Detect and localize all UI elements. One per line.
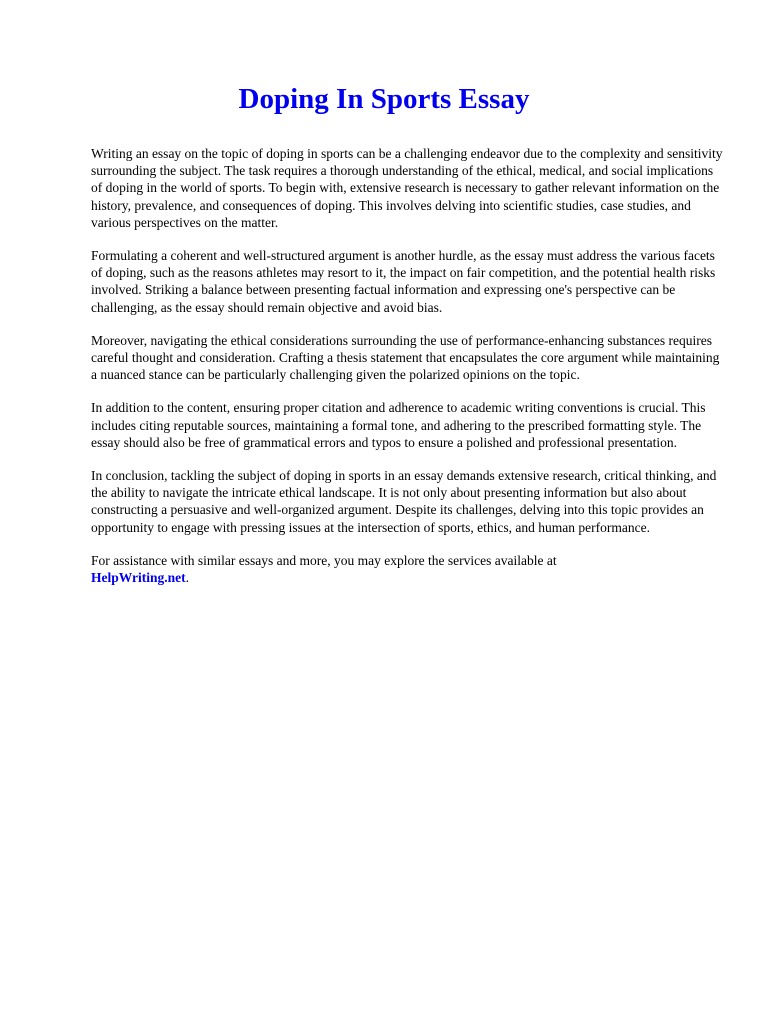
- paragraph-3: Moreover, navigating the ethical considerations surrounding the use of performance-enhancing substances requires careful thought and consideration. Crafting a thesis statement that encapsulates the core argument while maintaining a nuanced stance can be particularly challenging given the polarized opinions on the topic.: [91, 332, 720, 383]
- essay-body: [91, 145, 723, 602]
- paragraph-2: Formulating a coherent and well-structured argument is another hurdle, as the essay must address the various facets of doping, such as the reasons athletes may resort to it, the impact on fair competition, and the potential health risks involved. Striking a balance between presenting factual information and expressing one's perspective can be challenging, as the essay should remain objective and avoid bias.: [91, 248, 716, 315]
- helpwriting-link[interactable]: HelpWriting.net: [91, 570, 186, 586]
- closing-period: .: [185, 570, 190, 586]
- closing-paragraph: [91, 552, 723, 586]
- page-title: Doping In Sports Essay: [238, 83, 530, 115]
- paragraph-4: In addition to the content, ensuring proper citation and adherence to academic writing conventions is crucial. This includes citing reputable sources, maintaining a formal tone, and adhering to the prescribed formatting style. The essay should also be free of grammatical errors and typos to ensure a polished and professional presentation.: [91, 400, 706, 450]
- closing-text: For assistance with similar essays and more, you may explore the services available at: [91, 552, 557, 568]
- paragraph-5: In conclusion, tackling the subject of doping in sports in an essay demands extensive research, critical thinking, and the ability to navigate the intricate ethical landscape. It is not only about presenting information but also about constructing a persuasive and well-organized argument. Despite its challenges, delving into this topic provides an opportunity to engage with pressing issues at the intersection of sports, ethics, and human performance.: [91, 468, 717, 535]
- paragraph-1: Writing an essay on the topic of doping in sports can be a challenging endeavor due to the complexity and sensitivity surrounding the subject. The task requires a thorough understanding of the ethical, medical, and social implications of doping in the world of sports. To begin with, extensive research is necessary to gather relevant information on the history, prevalence, and consequences of doping. This involves delving into scientific studies, case studies, and various perspectives on the matter.: [91, 146, 723, 230]
